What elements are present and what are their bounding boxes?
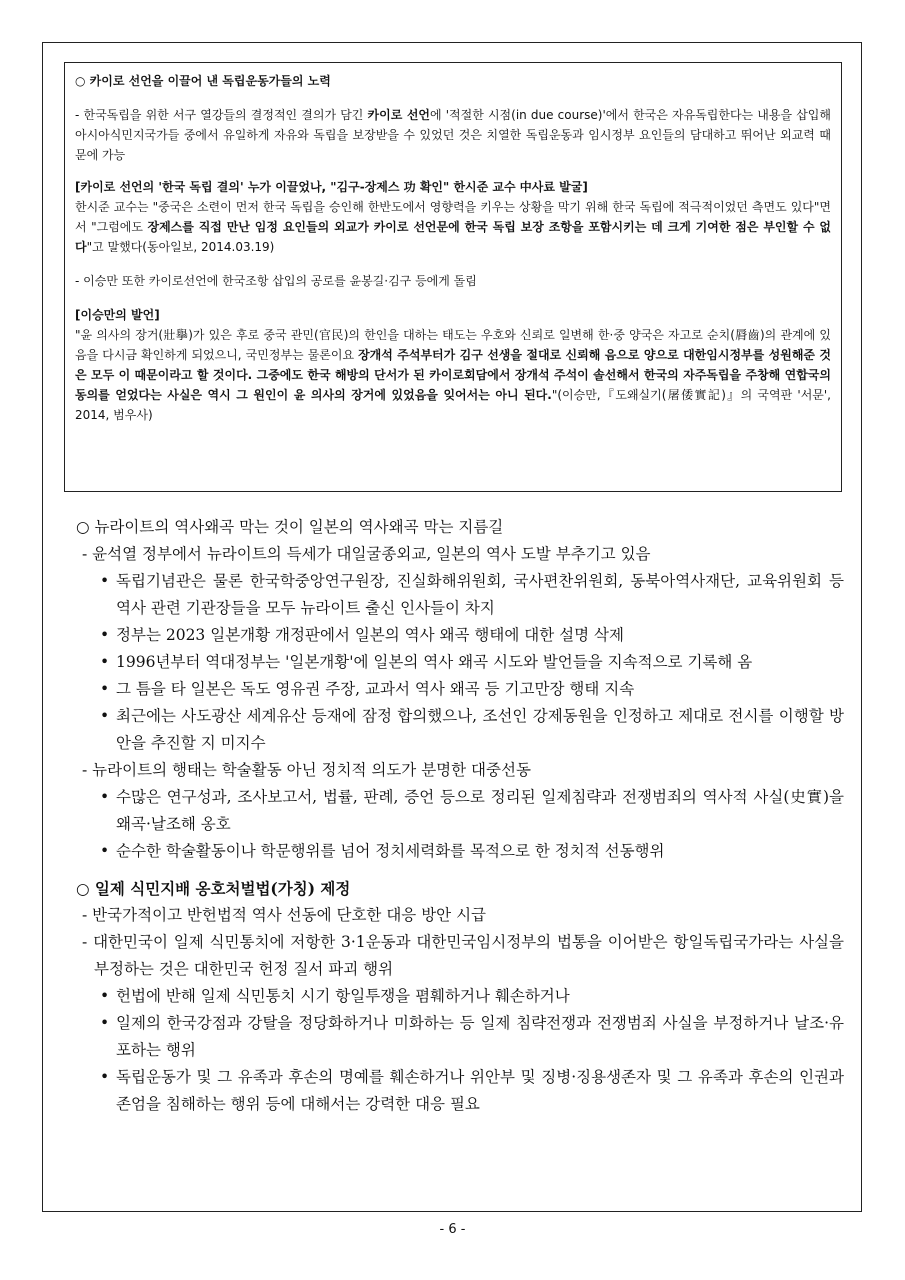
section1-bullet-5: • 최근에는 사도광산 세계유산 등재에 잠정 합의했으나, 조선인 강제동원을 인정하고 제대로 전시를 이행할 방안을 추진할 지 미지수 [76,703,844,757]
main-content [76,514,844,1118]
section1-bullet-3: • 1996년부터 역대정부는 '일본개황'에 일본의 역사 왜곡 시도와 발언들을 지속적으로 기록해 옴 [76,649,844,676]
section2-bullet-1: • 헌법에 반해 일제 식민통치 시기 항일투쟁을 폄훼하거나 훼손하거나 [76,983,844,1010]
section2-bullet-3: • 독립운동가 및 그 유족과 후손의 명예를 훼손하거나 위안부 및 징병·징용생존자 및 그 유족과 후손의 인권과 존엄을 침해하는 행위 등에 대해서는 강력한 대응 필요 [76,1064,844,1118]
section1-bullet-2: • 정부는 2023 일본개황 개정판에서 일본의 역사 왜곡 행태에 대한 설명 삭제 [76,622,844,649]
box-item-rhee: - 이승만 또한 카이로선언에 한국조항 삽입의 공로를 윤봉길·김구 등에게 돌림 [75,274,477,288]
section1-bullet-4: • 그 틈을 타 일본은 독도 영유권 주장, 교과서 역사 왜곡 등 기고만장 행태 지속 [76,676,844,703]
page-number: - 6 - [439,1222,466,1237]
section2-dash-2: - 대한민국이 일제 식민통치에 저항한 3·1운동과 대한민국임시정부의 법통을 이어받은 항일독립국가라는 사실을 부정하는 것은 대한민국 헌정 질서 파괴 행위 [76,929,844,983]
section2-bullet-2: • 일제의 한국강점과 강탈을 정당화하거나 미화하는 등 일제 침략전쟁과 전쟁범죄 사실을 부정하거나 날조·유포하는 행위 [76,1010,844,1064]
cairo-declaration-box [64,62,842,492]
box-quote-1: 한시준 교수는 "중국은 소련이 먼저 한국 독립을 승인해 한반도에서 영향력을 키우는 상황을 막기 위해 한국 독립에 적극적이었던 측면도 있다"면서 "그럼에도 장제스를 직접 만난 임정 요인들의 외교가 카이로 선언문에 한국 독립 보장 조항을 포함시키는 데 크게 기여한 점은 부인할 수 없다"고 말했다(동아일보, 2014.03.19) [75,200,832,254]
box-subheading-1: [카이로 선언의 '한국 독립 결의' 누가 이끌었나, "김구-장제스 功 확인" 한시준 교수 中사료 발굴] [75,180,588,194]
box-quote-2: "윤 의사의 장거(壯擧)가 있은 후로 중국 관민(官民)의 한인을 대하는 태도는 우호와 신뢰로 일변해 한·중 양국은 자고로 순치(脣齒)의 관계에 있음을 다시금 확인하게 되었으니, 국민정부는 물론이요 장개석 주석부터가 김구 선생을 절대로 신뢰해 음으로 양으로 대한임시정부를 성원해준 것은 모두 이 때문이라고 할 것이다. 그중에도 한국 해방의 단서가 된 카이로회담에서 장개석 주석이 솔선해서 한국의 자주독립을 주창해 연합국의 동의를 얻었다는 사실은 역시 그 원인이 윤 의사의 장거에 있었음을 잊어서는 아니 된다."(이승만,『도왜실기(屠倭實記)』의 국역판 '서문', 2014, 범우사) [75,328,831,422]
box-item-cairo: - 한국독립을 위한 서구 열강들의 결정적인 결의가 담긴 카이로 선언에 '적절한 시점(in due course)'에서 한국은 자유독립한다는 내용을 삽입해 아시아식민지국가들 중에서 유일하게 자유와 독립을 보장받을 수 있었던 것은 치열한 독립운동과 임시정부 요인들의 담대하고 뛰어난 외교력 때문에 가능 [75,108,831,162]
section1-title: ○ 뉴라이트의 역사왜곡 막는 것이 일본의 역사왜곡 막는 지름길 [76,514,844,541]
box-heading: ○ 카이로 선언을 이끌어 낸 독립운동가들의 노력 [75,71,831,91]
section1-dash-2: - 뉴라이트의 행태는 학술활동 아닌 정치적 의도가 분명한 대중선동 [76,757,844,784]
box-subheading-2: [이승만의 발언] [75,308,160,322]
section1-bullet-6: • 수많은 연구성과, 조사보고서, 법률, 판례, 증언 등으로 정리된 일제침략과 전쟁범죄의 역사적 사실(史實)을 왜곡·날조해 옹호 [76,784,844,838]
section2-dash-1: - 반국가적이고 반헌법적 역사 선동에 단호한 대응 방안 시급 [76,902,844,929]
section2-title: ○ 일제 식민지배 옹호처벌법(가칭) 제정 [76,875,844,902]
section1-dash-1: - 윤석열 정부에서 뉴라이트의 득세가 대일굴종외교, 일본의 역사 도발 부추기고 있음 [76,541,844,568]
section1-bullet-7: • 순수한 학술활동이나 학문행위를 넘어 정치세력화를 목적으로 한 정치적 선동행위 [76,838,844,865]
section1-bullet-1: • 독립기념관은 물론 한국학중앙연구원장, 진실화해위원회, 국사편찬위원회, 동북아역사재단, 교육위원회 등 역사 관련 기관장들을 모두 뉴라이트 출신 인사들이 차지 [76,568,844,622]
